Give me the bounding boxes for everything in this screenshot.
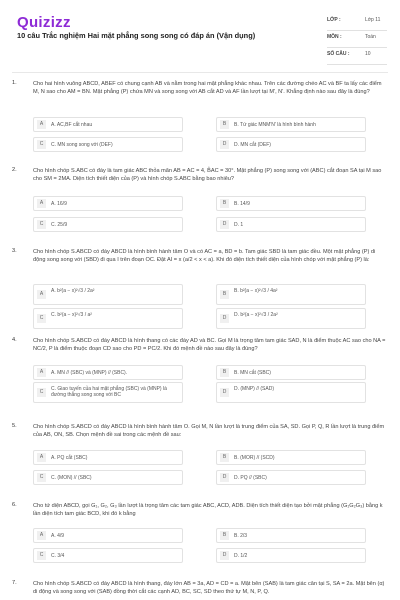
option-b[interactable] <box>216 196 366 211</box>
question-number: 4. <box>12 337 17 343</box>
option-d[interactable] <box>216 382 366 403</box>
option-letter: A <box>37 199 46 208</box>
option-c[interactable] <box>33 308 183 329</box>
question-number: 5. <box>12 423 17 429</box>
option-a[interactable] <box>33 196 183 211</box>
option-letter: A <box>37 290 46 299</box>
option-letter: B <box>220 290 229 299</box>
option-text: B. 2/3 <box>234 532 248 539</box>
option-a[interactable] <box>33 117 183 132</box>
header-divider <box>12 72 388 73</box>
option-text: D. (MNP) // (SAD) <box>234 385 274 392</box>
option-text: C. 25/9 <box>51 221 68 228</box>
option-letter: D <box>220 473 229 482</box>
question-text: Cho hình chóp S.ABCD có đáy ABCD là hình thang, đáy lớn AB = 3a, AD = CD = a. Mặt bên (SAB) là tam giác cân tại S, SA = 2a. Mặt bên (α) di động và song song với (SAB) đồng thời cắt các cạnh AD, BC, SC, SD theo thứ tự M, N, P, Q. <box>33 581 385 596</box>
header <box>0 0 400 70</box>
option-text: A. PQ cắt (SBC) <box>51 454 88 461</box>
option-d[interactable] <box>216 308 366 329</box>
option-letter: D <box>220 220 229 229</box>
question-text: Cho hình chóp S.ABCD có đáy ABCD là hình bình hành tâm O. Gọi M, N lần lượt là trung điểm của SA, SD. Gọi P, Q, R lần lượt là trung điểm của AB, ON, SB. Chọn mệnh đề sai trong các mệnh đề sau: <box>33 424 385 439</box>
option-b[interactable] <box>216 450 366 465</box>
option-text: C. b²(a − x)²√3 / a² <box>51 311 92 318</box>
question-text: Cho hai hình vuông ABCD, ABEF có chung cạnh AB và nằm trong hai mặt phẳng khác nhau. Trên các đường chéo AC và BF ta lấy các điểm M, N sao cho AM = BN. Mặt phẳng (P) chứa MN và song song với AB cắt AD và AF lần lượt tại M', N'. Khẳng định nào sau đây là đúng? <box>33 81 382 96</box>
option-letter: D <box>220 140 229 149</box>
option-a[interactable] <box>33 528 183 543</box>
meta-value: Lớp 11 <box>365 17 381 23</box>
option-text: D. b²(a − x)²√3 / 2a² <box>234 311 278 318</box>
option-a[interactable] <box>33 284 183 305</box>
quizizz-logo: Quizizz <box>17 14 71 31</box>
option-letter: A <box>37 531 46 540</box>
option-c[interactable] <box>33 137 183 152</box>
option-text: B. (MOR) // (SCD) <box>234 454 275 461</box>
option-d[interactable] <box>216 548 366 563</box>
option-c[interactable] <box>33 217 183 232</box>
question-number: 6. <box>12 502 17 508</box>
option-text: C. 3/4 <box>51 552 65 559</box>
question-text: Cho hình chóp S.ABCD có đáy ABCD là hình thang có các đáy AD và BC. Gọi M là trọng tâm tam giác SAD, N là điểm thuộc AC sao cho NA = NC/2, P là điểm thuộc đoạn CD sao cho PD = PC/2. Khi đó mệnh đề nào sau đây là đúng? <box>33 338 386 353</box>
question-text: Cho tứ diện ABCD, gọi G₁, G₂, G₃ lần lượt là trọng tâm các tam giác ABC, ACD, ADB. Diện tích thiết diện tạo bởi mặt phẳng (G₁G₂G₃) bằng k lần diện tích tam giác BCD, khi đó k bằng <box>33 503 383 518</box>
option-d[interactable] <box>216 470 366 485</box>
meta-value: 10 <box>365 51 371 57</box>
option-letter: D <box>220 314 229 323</box>
option-letter: C <box>37 551 46 560</box>
meta-label: LỚP : <box>327 17 341 23</box>
option-letter: B <box>220 120 229 129</box>
option-d[interactable] <box>216 217 366 232</box>
option-b[interactable] <box>216 117 366 132</box>
option-text: C. Giao tuyến của hai mặt phẳng (SBC) và (MNP) là đường thẳng song song với BC <box>51 385 167 398</box>
option-b[interactable] <box>216 365 366 380</box>
option-d[interactable] <box>216 137 366 152</box>
option-letter: C <box>37 473 46 482</box>
option-b[interactable] <box>216 284 366 305</box>
meta-row-class <box>327 14 387 31</box>
option-letter: C <box>37 388 46 397</box>
option-letter: C <box>37 220 46 229</box>
page-title: 10 câu Trắc nghiệm Hai mặt phẳng song song có đáp án (Vận dụng) <box>17 31 256 40</box>
option-text: A. AC,BF cắt nhau <box>51 121 93 128</box>
option-text: D. 1 <box>234 221 244 228</box>
option-letter: B <box>220 531 229 540</box>
meta-label: SỐ CÂU : <box>327 51 350 57</box>
option-letter: B <box>220 368 229 377</box>
option-letter: A <box>37 453 46 462</box>
option-text: A. 4/9 <box>51 532 65 539</box>
option-text: C. (MON) // (SBC) <box>51 474 92 481</box>
option-text: B. b²(a − x)²√3 / 4a² <box>234 287 278 294</box>
question-number: 3. <box>12 248 17 254</box>
option-text: B. 14/9 <box>234 200 250 207</box>
option-letter: A <box>37 120 46 129</box>
option-letter: B <box>220 453 229 462</box>
question-number: 1. <box>12 80 17 86</box>
option-a[interactable] <box>33 365 183 380</box>
option-letter: D <box>220 551 229 560</box>
meta-value: Toán <box>365 34 376 40</box>
option-letter: A <box>37 368 46 377</box>
option-c[interactable] <box>33 470 183 485</box>
option-text: A. b²(a − x)²√3 / 2a² <box>51 287 95 294</box>
option-text: C. MN song song với (DEF) <box>51 141 113 148</box>
option-text: B. MN cắt (SBC) <box>234 369 271 376</box>
option-text: A. 16/9 <box>51 200 67 207</box>
option-text: A. MN // (SBC) và (MNP) // (SBC). <box>51 369 128 376</box>
option-a[interactable] <box>33 450 183 465</box>
option-b[interactable] <box>216 528 366 543</box>
question-text: Cho hình chóp S.ABC có đáy là tam giác ABC thỏa mãn AB = AC = 4, B̂AC = 30°. Mặt phẳng (P) song song với (ABC) cắt đoạn SA tại M sao cho SM = 2MA. Diện tích thiết diện của (P) và hình chóp S.ABC bằng bao nhiêu? <box>33 168 382 183</box>
question-text: Cho hình chóp S.ABCD có đáy ABCD là hình bình hành tâm O và có AC = a, BD = b. Tam giác SBD là tam giác đều. Một mặt phẳng (P) di động song song với (SBD) đi qua I trên đoạn OC. Đặt AI = x (a/2 < x < a). Khi đó diện tích thiết diện của hình chóp với mặt phẳng (P) là: <box>33 249 376 264</box>
option-text: D. PQ // (SBC) <box>234 474 267 481</box>
meta-table <box>327 14 387 65</box>
option-letter: C <box>37 314 46 323</box>
option-c[interactable] <box>33 548 183 563</box>
option-letter: C <box>37 140 46 149</box>
question-number: 2. <box>12 167 17 173</box>
option-letter: D <box>220 388 229 397</box>
meta-label: MÔN : <box>327 34 342 40</box>
question-number: 7. <box>12 580 17 586</box>
option-text: D. MN cắt (DEF) <box>234 141 271 148</box>
meta-row-count <box>327 48 387 65</box>
meta-row-subject <box>327 31 387 48</box>
option-c[interactable] <box>33 382 183 403</box>
option-text: D. 1/2 <box>234 552 248 559</box>
option-text: B. Tứ giác MNM'N' là hình bình hành <box>234 121 316 128</box>
option-letter: B <box>220 199 229 208</box>
